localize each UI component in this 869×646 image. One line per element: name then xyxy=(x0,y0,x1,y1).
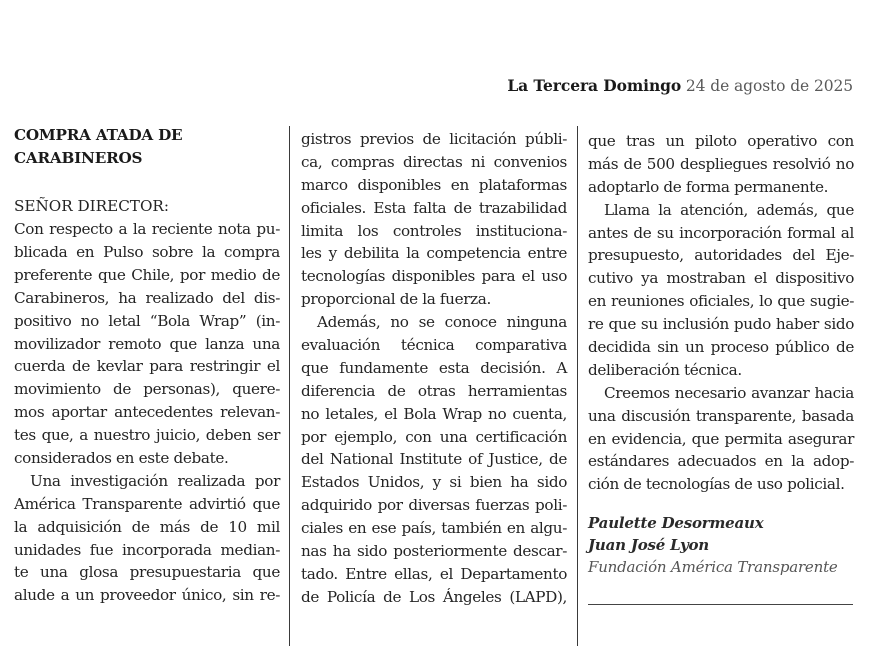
text-line: les y debilita la competencia entre xyxy=(301,244,567,263)
text-line: proporcional de la fuerza. xyxy=(301,290,491,309)
text-line: en reuniones oficiales, lo que sugie- xyxy=(588,292,854,311)
text-line: Una investigación realizada por xyxy=(30,471,280,490)
text-line: América Transparente advirtió que xyxy=(14,494,280,513)
text-line: Estados Unidos, y si bien ha sido xyxy=(301,473,567,492)
masthead xyxy=(507,76,853,95)
text-line: evaluación técnica comparativa xyxy=(301,336,567,355)
text-line: marco disponibles en plataformas xyxy=(301,175,567,194)
text-line: de Policía de Los Ángeles (LAPD), xyxy=(301,587,567,606)
text-line: alude a un proveedor único, sin re- xyxy=(14,586,280,605)
text-line: re que su inclusión pudo haber sido xyxy=(588,315,854,334)
text-line: adoptarlo de forma permanente. xyxy=(588,177,829,196)
text-line: unidades fue incorporada median- xyxy=(14,540,280,559)
text-line: que fundamente esta decisión. A xyxy=(301,358,567,377)
text-line: ción de tecnologías de uso policial. xyxy=(588,475,845,494)
text-line: te una glosa presupuestaria que xyxy=(14,563,280,582)
column-divider xyxy=(577,126,578,646)
text-line: ciales en ese país, también en algu- xyxy=(301,519,567,538)
text-line: no letales, el Bola Wrap no cuenta, xyxy=(301,404,567,423)
publication-date: 24 de agosto de 2025 xyxy=(685,77,853,95)
signatory-organization: Fundación América Transparente xyxy=(588,558,838,577)
signatory-name: Paulette Desormeaux xyxy=(588,514,764,533)
text-line: mos aportar antecedentes relevan- xyxy=(14,403,280,422)
text-line: que tras un piloto operativo con xyxy=(588,132,854,150)
text-line: blicada en Pulso sobre la compra xyxy=(14,242,280,261)
text-line: deliberación técnica. xyxy=(588,360,742,379)
text-line: adquirido por diversas fuerzas poli- xyxy=(301,496,567,515)
text-line: nas ha sido posteriormente descar- xyxy=(301,542,567,561)
text-line: tecnologías disponibles para el uso xyxy=(301,267,567,286)
headline-line: CARABINEROS xyxy=(14,148,143,167)
text-line: Llama la atención, además, que xyxy=(604,200,854,219)
text-line: cutivo ya mostraban el dispositivo xyxy=(588,269,854,288)
signatory-name: Juan José Lyon xyxy=(588,536,710,555)
text-line: una discusión transparente, basada xyxy=(588,406,854,425)
signature-block xyxy=(588,512,854,578)
text-line: oficiales. Esta falta de trazabilidad xyxy=(301,198,567,217)
text-line: tes que, a nuestro juicio, deben ser xyxy=(14,426,280,445)
column-divider xyxy=(289,126,290,646)
text-line: decidida sin un proceso público de xyxy=(588,338,854,357)
text-line: más de 500 despliegues resolvió no xyxy=(588,154,854,173)
letter-column-1 xyxy=(14,124,280,607)
publication-name: La Tercera Domingo xyxy=(507,76,682,95)
salutation: SEÑOR DIRECTOR: xyxy=(14,197,169,216)
text-line: diferencia de otras herramientas xyxy=(301,381,567,400)
text-line: cuerda de kevlar para restringir el xyxy=(14,357,280,376)
text-line: por ejemplo, con una certificación xyxy=(301,427,567,446)
text-line: limita los controles instituciona- xyxy=(301,221,567,240)
text-line: gistros previos de licitación públi- xyxy=(301,130,567,148)
text-line: del National Institute of Justice, de xyxy=(301,450,567,469)
text-line: estándares adecuados en la adop- xyxy=(588,452,854,471)
letter-headline xyxy=(14,124,280,169)
text-line: la adquisición de más de 10 mil xyxy=(14,517,280,536)
headline-line: COMPRA ATADA DE xyxy=(14,126,183,144)
text-line: considerados en este debate. xyxy=(14,448,229,467)
text-line: ca, compras directas ni convenios xyxy=(301,152,567,171)
text-line: positivo no letal “Bola Wrap” (in- xyxy=(14,311,280,330)
text-line: tado. Entre ellas, el Departamento xyxy=(301,564,567,583)
text-line: movimiento de personas), quere- xyxy=(14,380,280,399)
text-line: Además, no se conoce ninguna xyxy=(317,313,567,332)
text-line: movilizador remoto que lanza una xyxy=(14,334,280,353)
text-line: presupuesto, autoridades del Eje- xyxy=(588,246,854,265)
text-line: Carabineros, ha realizado del dis- xyxy=(14,288,280,307)
text-line: preferente que Chile, por medio de xyxy=(14,265,280,284)
end-rule xyxy=(588,604,853,605)
text-line: antes de su incorporación formal al xyxy=(588,223,854,242)
text-line: Con respecto a la reciente nota pu- xyxy=(14,220,280,239)
letter-column-2 xyxy=(301,128,567,609)
text-line: Creemos necesario avanzar hacia xyxy=(604,383,854,402)
letter-column-3 xyxy=(588,130,854,578)
text-line: en evidencia, que permita asegurar xyxy=(588,429,854,448)
